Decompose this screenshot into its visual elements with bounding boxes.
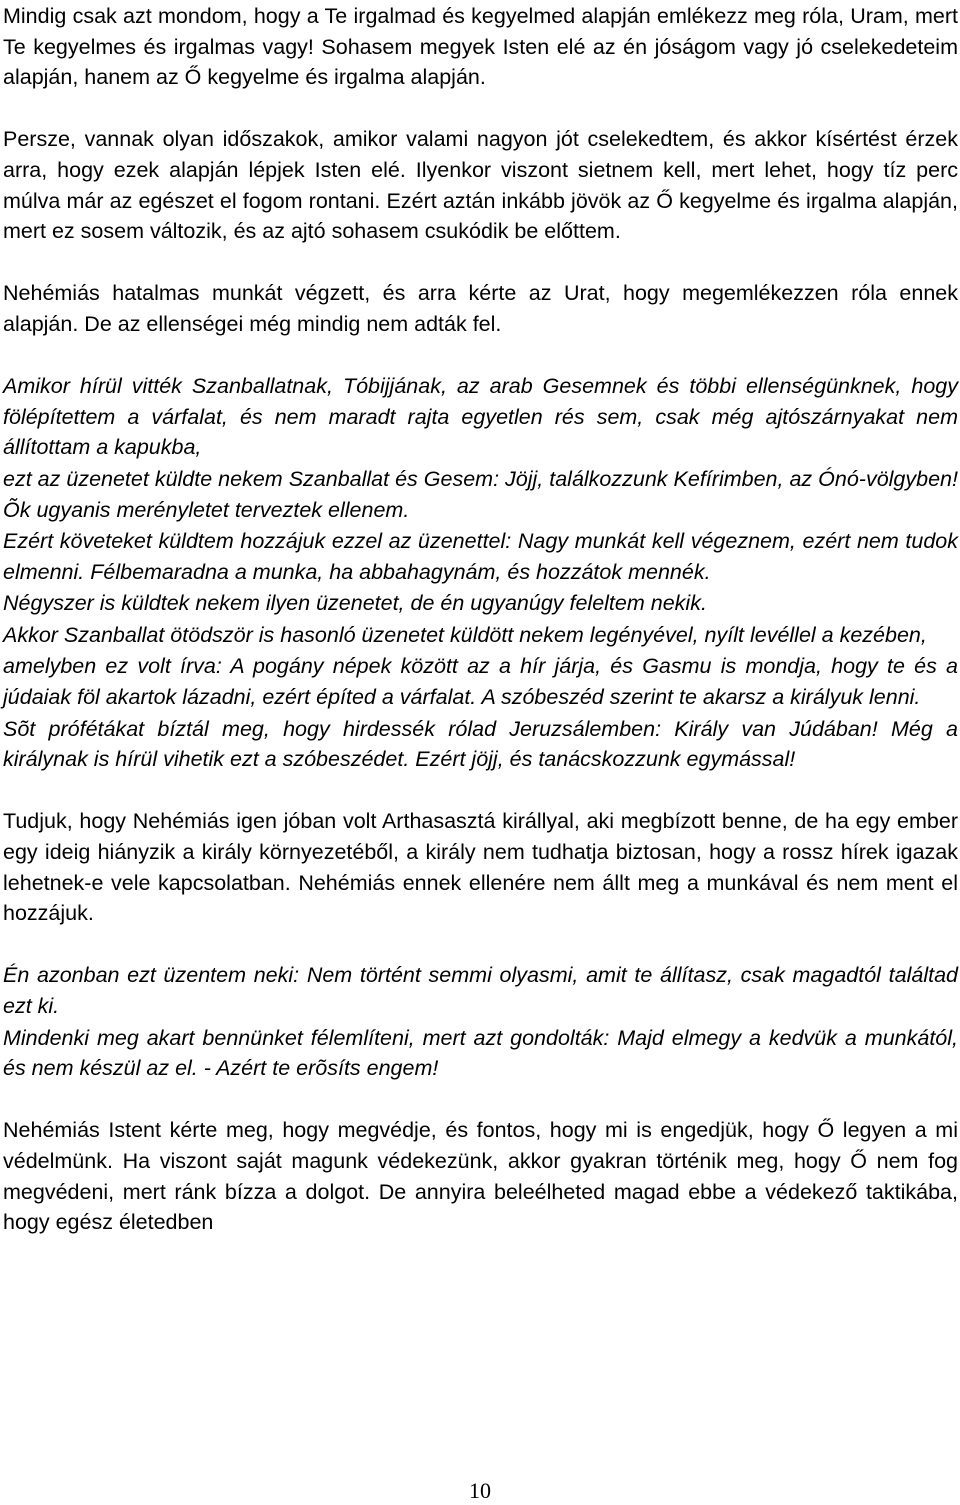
quote-line: Ezért követeket küldtem hozzájuk ezzel az üzenettel: Nagy munkát kell végeznem, ezért nem tudok elmenni. Félbemaradna a munka, ha abbahagynám, és hozzátok mennék.	[3, 529, 958, 584]
quote-line: Akkor Szanballat ötödször is hasonló üzenetet küldött nekem legényével, nyílt levéllel a kezében,	[3, 622, 927, 647]
paragraph-commentary-1: Tudjuk, hogy Nehémiás igen jóban volt Arthasasztá királlyal, aki megbízott benne, de ha egy ember egy ideig hiányzik a király környezetéből, a király nem tudhatja biztosan, hogy a rossz hírek igazak lehetnek-e vele kapcsolatban. Nehémiás ennek ellenére nem állt meg a munkával és nem ment el hozzájuk.	[3, 809, 958, 926]
quote-line: Sõt prófétákat bíztál meg, hogy hirdessék rólad Jeruzsálemben: Király van Júdában! Még a királynak is hírül vihetik ezt a szóbeszédet. Ezért jöjj, és tanácskozzunk egymással!	[3, 716, 958, 772]
paragraph-commentary-2: Nehémiás Istent kérte meg, hogy megvédje, és fontos, hogy mi is engedjük, hogy Ő legyen a mi védelmünk. Ha viszont saját magunk védekezünk, akkor gyakran történik meg, hogy Ő nem fog megvédeni, mert ránk bízza a dolgot. De annyira beleélheted magad ebbe a védekező taktikába, hogy egész életedben	[3, 1118, 958, 1235]
paragraph-gap	[3, 929, 958, 960]
paragraph-gap	[3, 1084, 958, 1115]
paragraph-gap	[3, 775, 958, 806]
quote-line: Amikor hírül vitték Szanballatnak, Tóbijjának, az arab Gesemnek és többi ellenségünknek, hogy fölépítettem a várfalat, és nem maradt rajta egyetlen rés sem, csak még ajtószárnyakat nem állítottam a kapukba,	[3, 374, 958, 460]
paragraph-gap	[3, 340, 958, 371]
quote-line: Négyszer is küldtek nekem ilyen üzenetet, de én ugyanúgy feleltem nekik.	[3, 591, 707, 616]
scripture-quote-2	[3, 959, 958, 1083]
quote-line: amelyben ez volt írva: A pogány népek között az a hír járja, és Gasmu is mondja, hogy te és a júdaiak föl akartok lázadni, ezért építed a várfalat. A szóbeszéd szerint te akarsz a királyuk lenni.	[3, 654, 958, 710]
quote-line: Mindenki meg akart bennünket félemlíteni, mert azt gondolták: Majd elmegy a kedvük a munkától, és nem készül az el. - Azért te erõsíts engem!	[3, 1025, 958, 1081]
paragraph-intro-2: Persze, vannak olyan időszakok, amikor valami nagyon jót cselekedtem, és akkor kísértést érzek arra, hogy ezek alapján lépjek Isten elé. Ilyenkor viszont sietnem kell, mert lehet, hogy tíz perc múlva már az egészet el fogom rontani. Ezért aztán inkább jövök az Ő kegyelme és irgalma alapján, mert ez sosem változik, és az ajtó sohasem csukódik be előttem.	[3, 127, 958, 244]
page-number: 10	[469, 1478, 491, 1503]
paragraph-gap	[3, 247, 958, 278]
paragraph-intro-3: Nehémiás hatalmas munkát végzett, és arra kérte az Urat, hogy megemlékezzen róla ennek alapján. De az ellenségei még mindig nem adták fel.	[3, 281, 958, 336]
document-page	[3, 0, 958, 1238]
paragraph-intro-1: Mindig csak azt mondom, hogy a Te irgalmad és kegyelmed alapján emlékezz meg róla, Uram, mert Te kegyelmes és irgalmas vagy! Sohasem megyek Isten elé az én jóságom vagy jó cselekedeteim alapján, hanem az Ő kegyelme és irgalma alapján.	[3, 4, 958, 90]
scripture-quote-1	[3, 370, 958, 775]
paragraph-gap	[3, 93, 958, 124]
quote-line: Én azonban ezt üzentem neki: Nem történt semmi olyasmi, amit te állítasz, csak magadtól találtad ezt ki.	[3, 963, 958, 1018]
quote-line: ezt az üzenetet küldte nekem Szanballat és Gesem: Jöjj, találkozzunk Kefírimben, az Ónó-völgyben! Õk ugyanis merényletet terveztek ellenem.	[3, 466, 958, 522]
